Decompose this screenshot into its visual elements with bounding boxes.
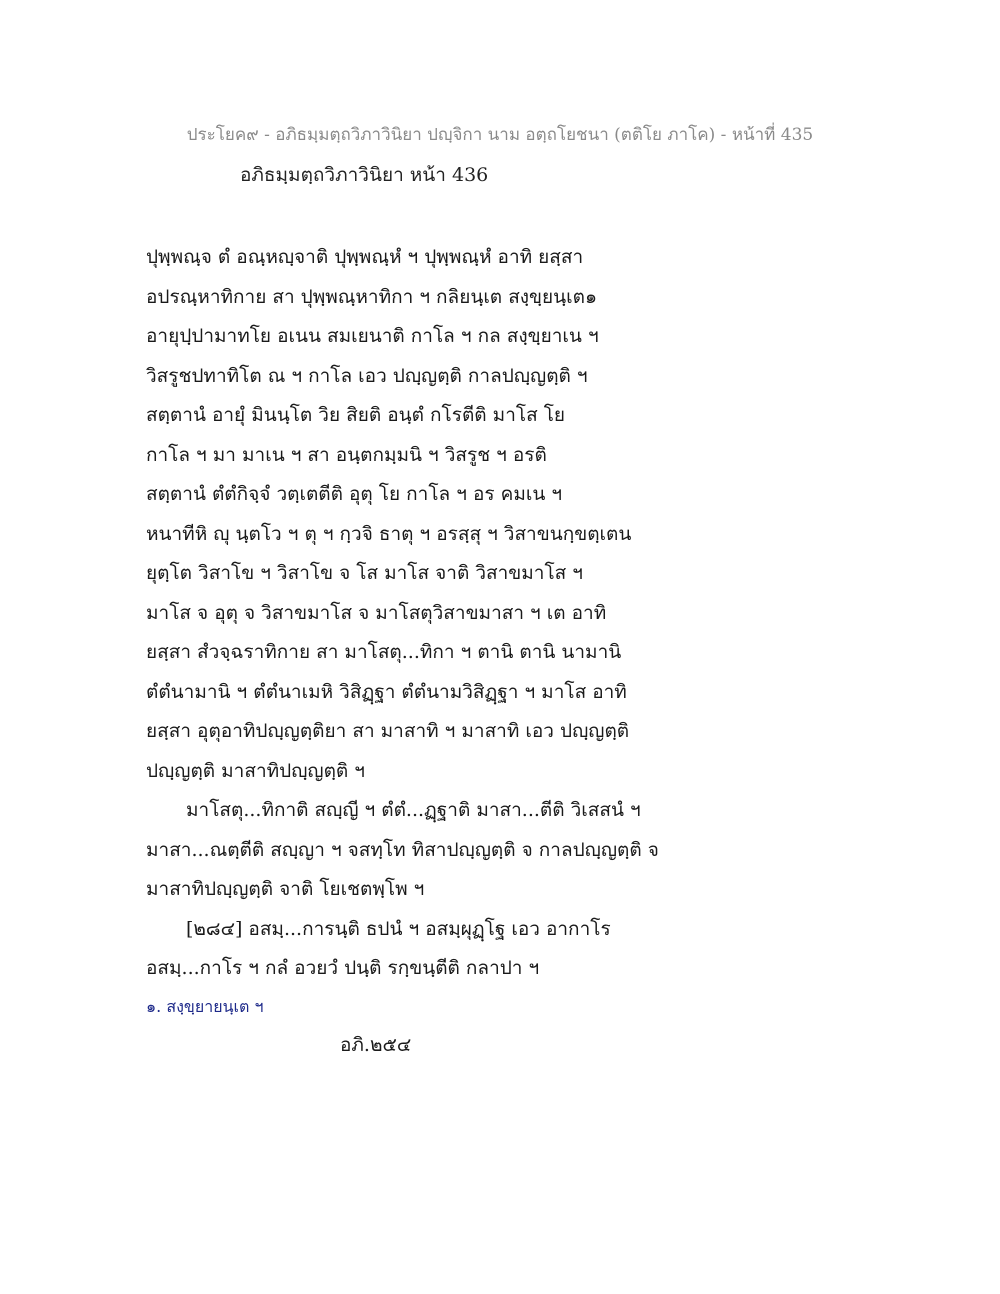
text-line: อปรณฺหาทิกาย สา ปุพฺพณฺหาทิกา ฯ กลิยนฺเต สงฺขฺยนฺเต๑	[146, 285, 598, 308]
text-line: มาสา...ณตฺตีติ สญฺญา ฯ จสทฺโท ทิสาปญฺญตฺติ จ กาลปญฺญตฺติ จ	[146, 838, 659, 861]
text-line: มาโส จ อุตุ จ วิสาขมาโส จ มาโสตุวิสาขมาสา ฯ เต อาทิ	[146, 601, 607, 624]
page-reference: อภิ.๒๕๔	[340, 1034, 412, 1056]
running-header: ประโยค๙ - อภิธมฺมตฺถวิภาวินิยา ปญฺจิกา นาม อตฺถโยชนา (ตติโย ภาโค) - หน้าที่ 435	[186, 125, 814, 145]
text-line-indented: มาโสตุ...ทิกาติ สญฺญี ฯ ตํตํ...ฏฺฐาติ มาสา...ตีติ วิเสสนํ ฯ	[186, 799, 641, 821]
text-line: ยสฺสา สํวจฺฉราทิกาย สา มาโสตุ...ทิกา ฯ ตานิ ตานิ นามานิ	[146, 641, 622, 663]
text-line: ตํตํนามานิ ฯ ตํตํนาเมหิ วิสิฏฺฐา ตํตํนามวิสิฏฺฐา ฯ มาโส อาทิ	[146, 680, 627, 703]
text-line: สตฺตานํ อายุํ มินนฺโต วิย สิยติ อนฺตํ กโรตีติ มาโส โย	[146, 404, 566, 426]
text-line: อายุปฺปามาทโย อเนน สมเยนาติ กาโล ฯ กล สงฺขฺยาเน ฯ	[146, 325, 599, 347]
page-heading: อภิธมฺมตฺถวิภาวินิยา หน้า 436	[240, 164, 489, 186]
text-line: อสมฺ...กาโร ฯ กลํ อวยวํ ปนฺติ รกฺขนฺตีติ กลาปา ฯ	[146, 957, 540, 979]
text-line: กาโล ฯ มา มาเน ฯ สา อนฺตกมฺมนิ ฯ วิสรูช ฯ อรติ	[146, 443, 547, 466]
text-line: ปุพฺพณฺจ ตํ อณฺหญฺจาติ ปุพฺพณฺหํ ฯ ปุพฺพณฺหํ อาทิ ยสฺสา	[146, 246, 584, 268]
text-line: หนาทีหิ ญุ นฺตโว ฯ ตุ ฯ กฺวจิ ธาตุ ฯ อรสฺสุ ฯ วิสาขนกฺขตฺเตน	[146, 522, 632, 545]
text-line: วิสรูชปทาทิโต ณ ฯ กาโล เอว ปญฺญตฺติ กาลปญฺญตฺติ ฯ	[146, 364, 588, 387]
body-text	[146, 238, 866, 989]
text-line: มาสาทิปญฺญตฺติ จาติ โยเชตพฺโพ ฯ	[146, 878, 425, 900]
text-line: ยุตฺโต วิสาโข ฯ วิสาโข จ โส มาโส จาติ วิสาขมาโส ฯ	[146, 562, 583, 584]
footnote: ๑. สงฺขฺยายนฺเต ฯ	[146, 997, 264, 1016]
text-line: ปญฺญตฺติ มาสาทิปญฺญตฺติ ฯ	[146, 759, 365, 782]
text-line: สตฺตานํ ตํตํกิจฺจํ วตฺเตตีติ อุตุ โย กาโล ฯ อร คมเน ฯ	[146, 483, 563, 505]
text-line: ยสฺสา อุตุอาทิปญฺญตฺติยา สา มาสาทิ ฯ มาสาทิ เอว ปญฺญตฺติ	[146, 720, 630, 742]
text-line-indented: [๒๘๔] อสมฺ...การนฺติ ธปนํ ฯ อสมฺผุฏฺโฐ เอว อากาโร	[186, 917, 611, 940]
